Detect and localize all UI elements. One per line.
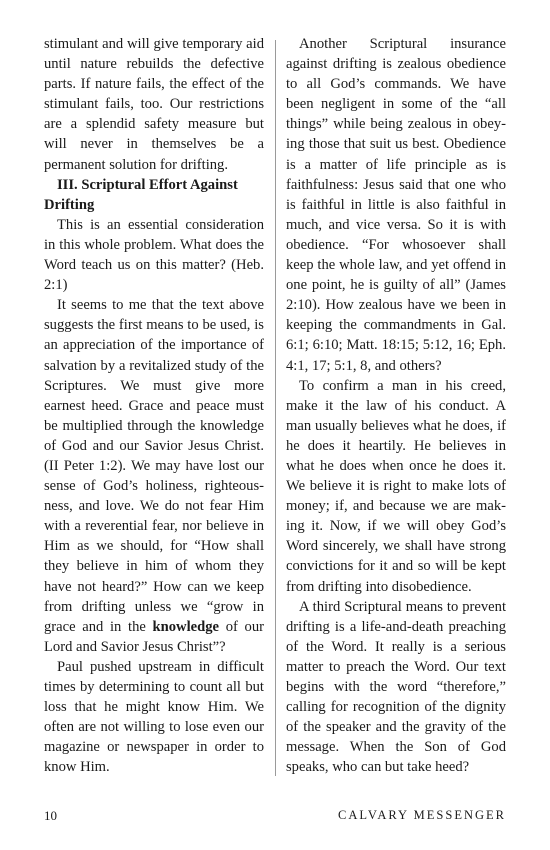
paragraph-text: of our Lord and Savior Jesus Christ”? bbox=[44, 618, 264, 655]
paragraph: A third Scriptural means to prevent drifting is a life-and-death preaching of the Word. It really is a serious matter to preach the Word. Our text begins with the word “therefore,” calling for recognition of the dignity of the speaker and the gravity of the message. When the Son of God speaks, who can but take heed? bbox=[286, 598, 506, 776]
paragraph: To confirm a man in his creed, make it the law of his conduct. A man usually believes what he does, if he does it heartily. He believes in what he does when once he does it. We believe it is right to make lots of money; if, and because we are making it. Now, if we will obey God’s Word sincerely, we shall have strong convictions for it and so will be kept from drifting into disobedience. bbox=[286, 377, 506, 595]
emphasized-word: knowledge bbox=[152, 618, 220, 635]
column-divider bbox=[275, 40, 276, 776]
left-column bbox=[44, 34, 264, 777]
paragraph-with-emphasis bbox=[44, 295, 264, 657]
paragraph: Another Scriptural insurance against drifting is zealous obedience to all God’s commands. We have been negligent in some of the “all things” while being zealous in obeying those that suit us best. Obedience is a matter of life principle as is faithfulness: Jesus said that one who is faithful in little is also faithful in much, and vice versa. So it is with obedience. “For whosoever shall keep the whole law, and yet offend in one point, he is guilty of all” (James 2:10). How zealous have we been in keeping the commandments in Gal. 6:1; 6:10; Matt. 18:15; 5:12, 16; Eph. 4:1, 17; 5:1, 8, and others? bbox=[286, 36, 506, 374]
paragraph: This is an essential consideration in this whole problem. What does the Word teach us on this matter? (Heb. 2:1) bbox=[44, 216, 264, 294]
paragraph-continuation: stimulant and will give temporary aid until nature rebuilds the defective parts. If nature fails, the effect of the stimulant fails, too. Our restrictions are a splendid safety measure but will never in themselves be a permanent solution for drifting. bbox=[44, 36, 264, 173]
page-number: 10 bbox=[44, 808, 57, 823]
right-column bbox=[286, 34, 506, 777]
paragraph-text: It seems to me that the text above suggests the first means to be used, is an appreciation of the importance of salvation by a revitalized study of the Scriptures. We must give more earnest heed. Grace and peace must be multiplied through the knowledge of God and our Savior Jesus Christ. (II Peter 1:2). We may have lost our sense of God’s holiness, righteousness, and love. We do not fear Him with a reverential fear, nor believe in Him as we should, for “How shall they believe in him of whom they have not heard?” How can we keep from drifting unless we “grow in grace and in the bbox=[44, 297, 264, 635]
publication-title: CALVARY MESSENGER bbox=[338, 808, 506, 822]
section-heading: III. Scriptural Effort Against Drifting bbox=[44, 176, 238, 213]
paragraph: Paul pushed upstream in difficult times by determining to count all but loss that he might know Him. We often are not willing to lose even our magazine or newspaper in order to know Him. bbox=[44, 658, 264, 776]
